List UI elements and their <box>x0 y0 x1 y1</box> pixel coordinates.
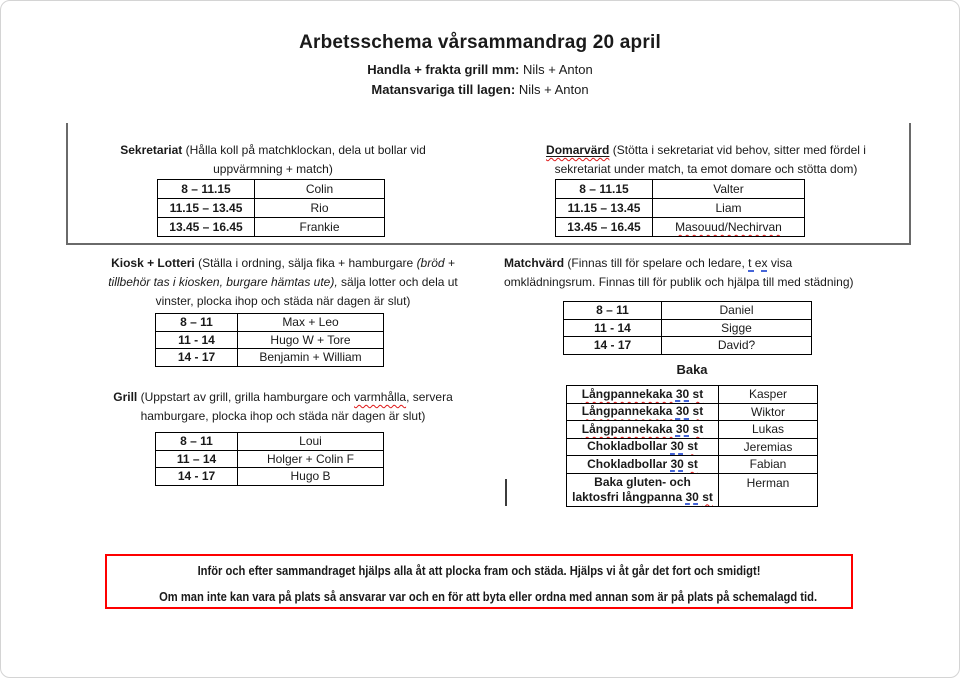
text-cursor[interactable] <box>505 479 507 506</box>
footer-notice-box <box>105 554 853 609</box>
item-cell: Chokladbollar 30 st <box>567 456 719 474</box>
item-cell: Långpannekaka 30 st <box>567 421 719 439</box>
subtitle-grill-label: Handla + frakta grill mm: <box>367 62 520 77</box>
name-cell: Fabian <box>719 456 818 474</box>
time-cell: 8 – 11 <box>564 302 662 320</box>
item-cell: Baka gluten- och laktosfri långpanna 30 st <box>567 473 719 506</box>
frame-left-line <box>66 123 68 244</box>
time-cell: 11.15 – 13.45 <box>556 199 653 218</box>
time-cell: 8 – 11.15 <box>556 180 653 199</box>
time-cell: 8 – 11.15 <box>158 180 255 199</box>
name-cell: Herman <box>719 473 818 506</box>
item-cell: Långpannekaka 30 st <box>567 403 719 421</box>
grill-title: Grill <box>113 390 138 404</box>
table-row <box>156 450 384 468</box>
table-row <box>564 337 812 355</box>
matchvard-heading: Matchvärd (Finnas till för spelare och ledare, t ex visa omklädningsrum. Finnas till för publik och hjälpa till med städning) <box>504 256 854 289</box>
item-cell: Chokladbollar 30 st <box>567 438 719 456</box>
sekretariat-heading <box>73 141 473 179</box>
sekretariat-title: Sekretariat <box>120 143 183 157</box>
page-title: Arbetsschema vårsammandrag 20 april <box>299 32 661 53</box>
name-cell: David? <box>662 337 812 355</box>
table-row <box>158 180 385 199</box>
table-row <box>158 199 385 218</box>
name-cell: Daniel <box>662 302 812 320</box>
domarvard-title: Domarvärd <box>546 143 610 157</box>
table-row <box>567 473 818 506</box>
time-cell: 11 - 14 <box>564 319 662 337</box>
name-cell: Rio <box>255 199 385 218</box>
sekretariat-desc-line1: (Hålla koll på matchklockan, dela ut bollar vid <box>185 143 426 157</box>
name-cell: Valter <box>653 180 805 199</box>
table-row <box>567 386 818 404</box>
table-row <box>158 218 385 237</box>
table-row <box>156 331 384 349</box>
name-cell: Masouud/Nechirvan <box>653 218 805 237</box>
name-cell: Benjamin + William <box>238 349 384 367</box>
subtitle-food-value: Nils + Anton <box>518 82 589 97</box>
subtitle-grill <box>1 62 959 77</box>
grill-heading: Grill (Uppstart av grill, grilla hamburgare och varmhålla, servera hamburgare, plocka ihop och städa när dagen är slut) <box>113 390 453 423</box>
table-row <box>556 180 805 199</box>
table-row <box>556 199 805 218</box>
sekretariat-desc-line2: uppvärmning + match) <box>213 162 333 176</box>
item-cell: Långpannekaka 30 st <box>567 386 719 404</box>
subtitle-food <box>1 82 959 97</box>
footer-line-1: Inför och efter sammandraget hjälps alla åt att plocka fram och städa. Hjälps vi åt går det fort och smidigt! <box>197 563 761 578</box>
name-cell: Loui <box>238 433 384 451</box>
subtitle-food-label: Matansvariga till lagen: <box>371 82 516 97</box>
name-cell: Hugo B <box>238 468 384 486</box>
time-cell: 11 – 14 <box>156 450 238 468</box>
domarvard-desc-line1: (Stötta i sekretariat vid behov, sitter med fördel i <box>612 143 866 157</box>
matchvard-title: Matchvärd <box>504 256 565 270</box>
table-row <box>564 319 812 337</box>
name-cell: Max + Leo <box>238 314 384 332</box>
table-row <box>156 314 384 332</box>
table-row <box>567 438 818 456</box>
name-cell: Holger + Colin F <box>238 450 384 468</box>
table-row <box>567 421 818 439</box>
time-cell: 8 – 11 <box>156 314 238 332</box>
time-cell: 14 - 17 <box>156 349 238 367</box>
time-cell: 13.45 – 16.45 <box>158 218 255 237</box>
domarvard-desc-line2: sekretariat under match, ta emot domare och stötta dom) <box>554 162 858 176</box>
name-cell: Sigge <box>662 319 812 337</box>
domarvard-table <box>555 179 805 237</box>
time-cell: 14 - 17 <box>156 468 238 486</box>
time-cell: 11.15 – 13.45 <box>158 199 255 218</box>
name-cell: Jeremias <box>719 438 818 456</box>
name-cell: Lukas <box>719 421 818 439</box>
frame-bottom-line <box>66 243 911 245</box>
table-row <box>156 433 384 451</box>
table-row <box>556 218 805 237</box>
kiosk-title: Kiosk + Lotteri <box>111 256 195 270</box>
table-row <box>156 468 384 486</box>
name-cell: Frankie <box>255 218 385 237</box>
time-cell: 8 – 11 <box>156 433 238 451</box>
name-cell: Liam <box>653 199 805 218</box>
baka-title: Baka <box>676 362 708 377</box>
table-row <box>567 456 818 474</box>
table-row <box>567 403 818 421</box>
matchvard-table <box>563 301 812 355</box>
table-row <box>564 302 812 320</box>
table-row <box>156 349 384 367</box>
name-cell: Wiktor <box>719 403 818 421</box>
kiosk-table <box>155 313 384 367</box>
time-cell: 11 - 14 <box>156 331 238 349</box>
name-cell: Hugo W + Tore <box>238 331 384 349</box>
grill-table <box>155 432 384 486</box>
name-cell: Kasper <box>719 386 818 404</box>
baka-table <box>566 385 818 507</box>
time-cell: 14 - 17 <box>564 337 662 355</box>
footer-line-2: Om man inte kan vara på plats så ansvarar var och en för att byta eller ordna med annan som är på plats på schemalagd tid. <box>159 589 818 604</box>
time-cell: 13.45 – 16.45 <box>556 218 653 237</box>
name-cell: Colin <box>255 180 385 199</box>
domarvard-heading <box>496 141 916 179</box>
kiosk-heading: Kiosk + Lotteri (Ställa i ordning, sälja fika + hamburgare (bröd + tillbehör tas i kiosken, burgare hämtas ute), sälja lotter och dela ut vinster, plocka ihop och städa när dagen är slut) <box>108 256 458 308</box>
subtitle-grill-value: Nils + Anton <box>522 62 593 77</box>
sekretariat-table <box>157 179 385 237</box>
